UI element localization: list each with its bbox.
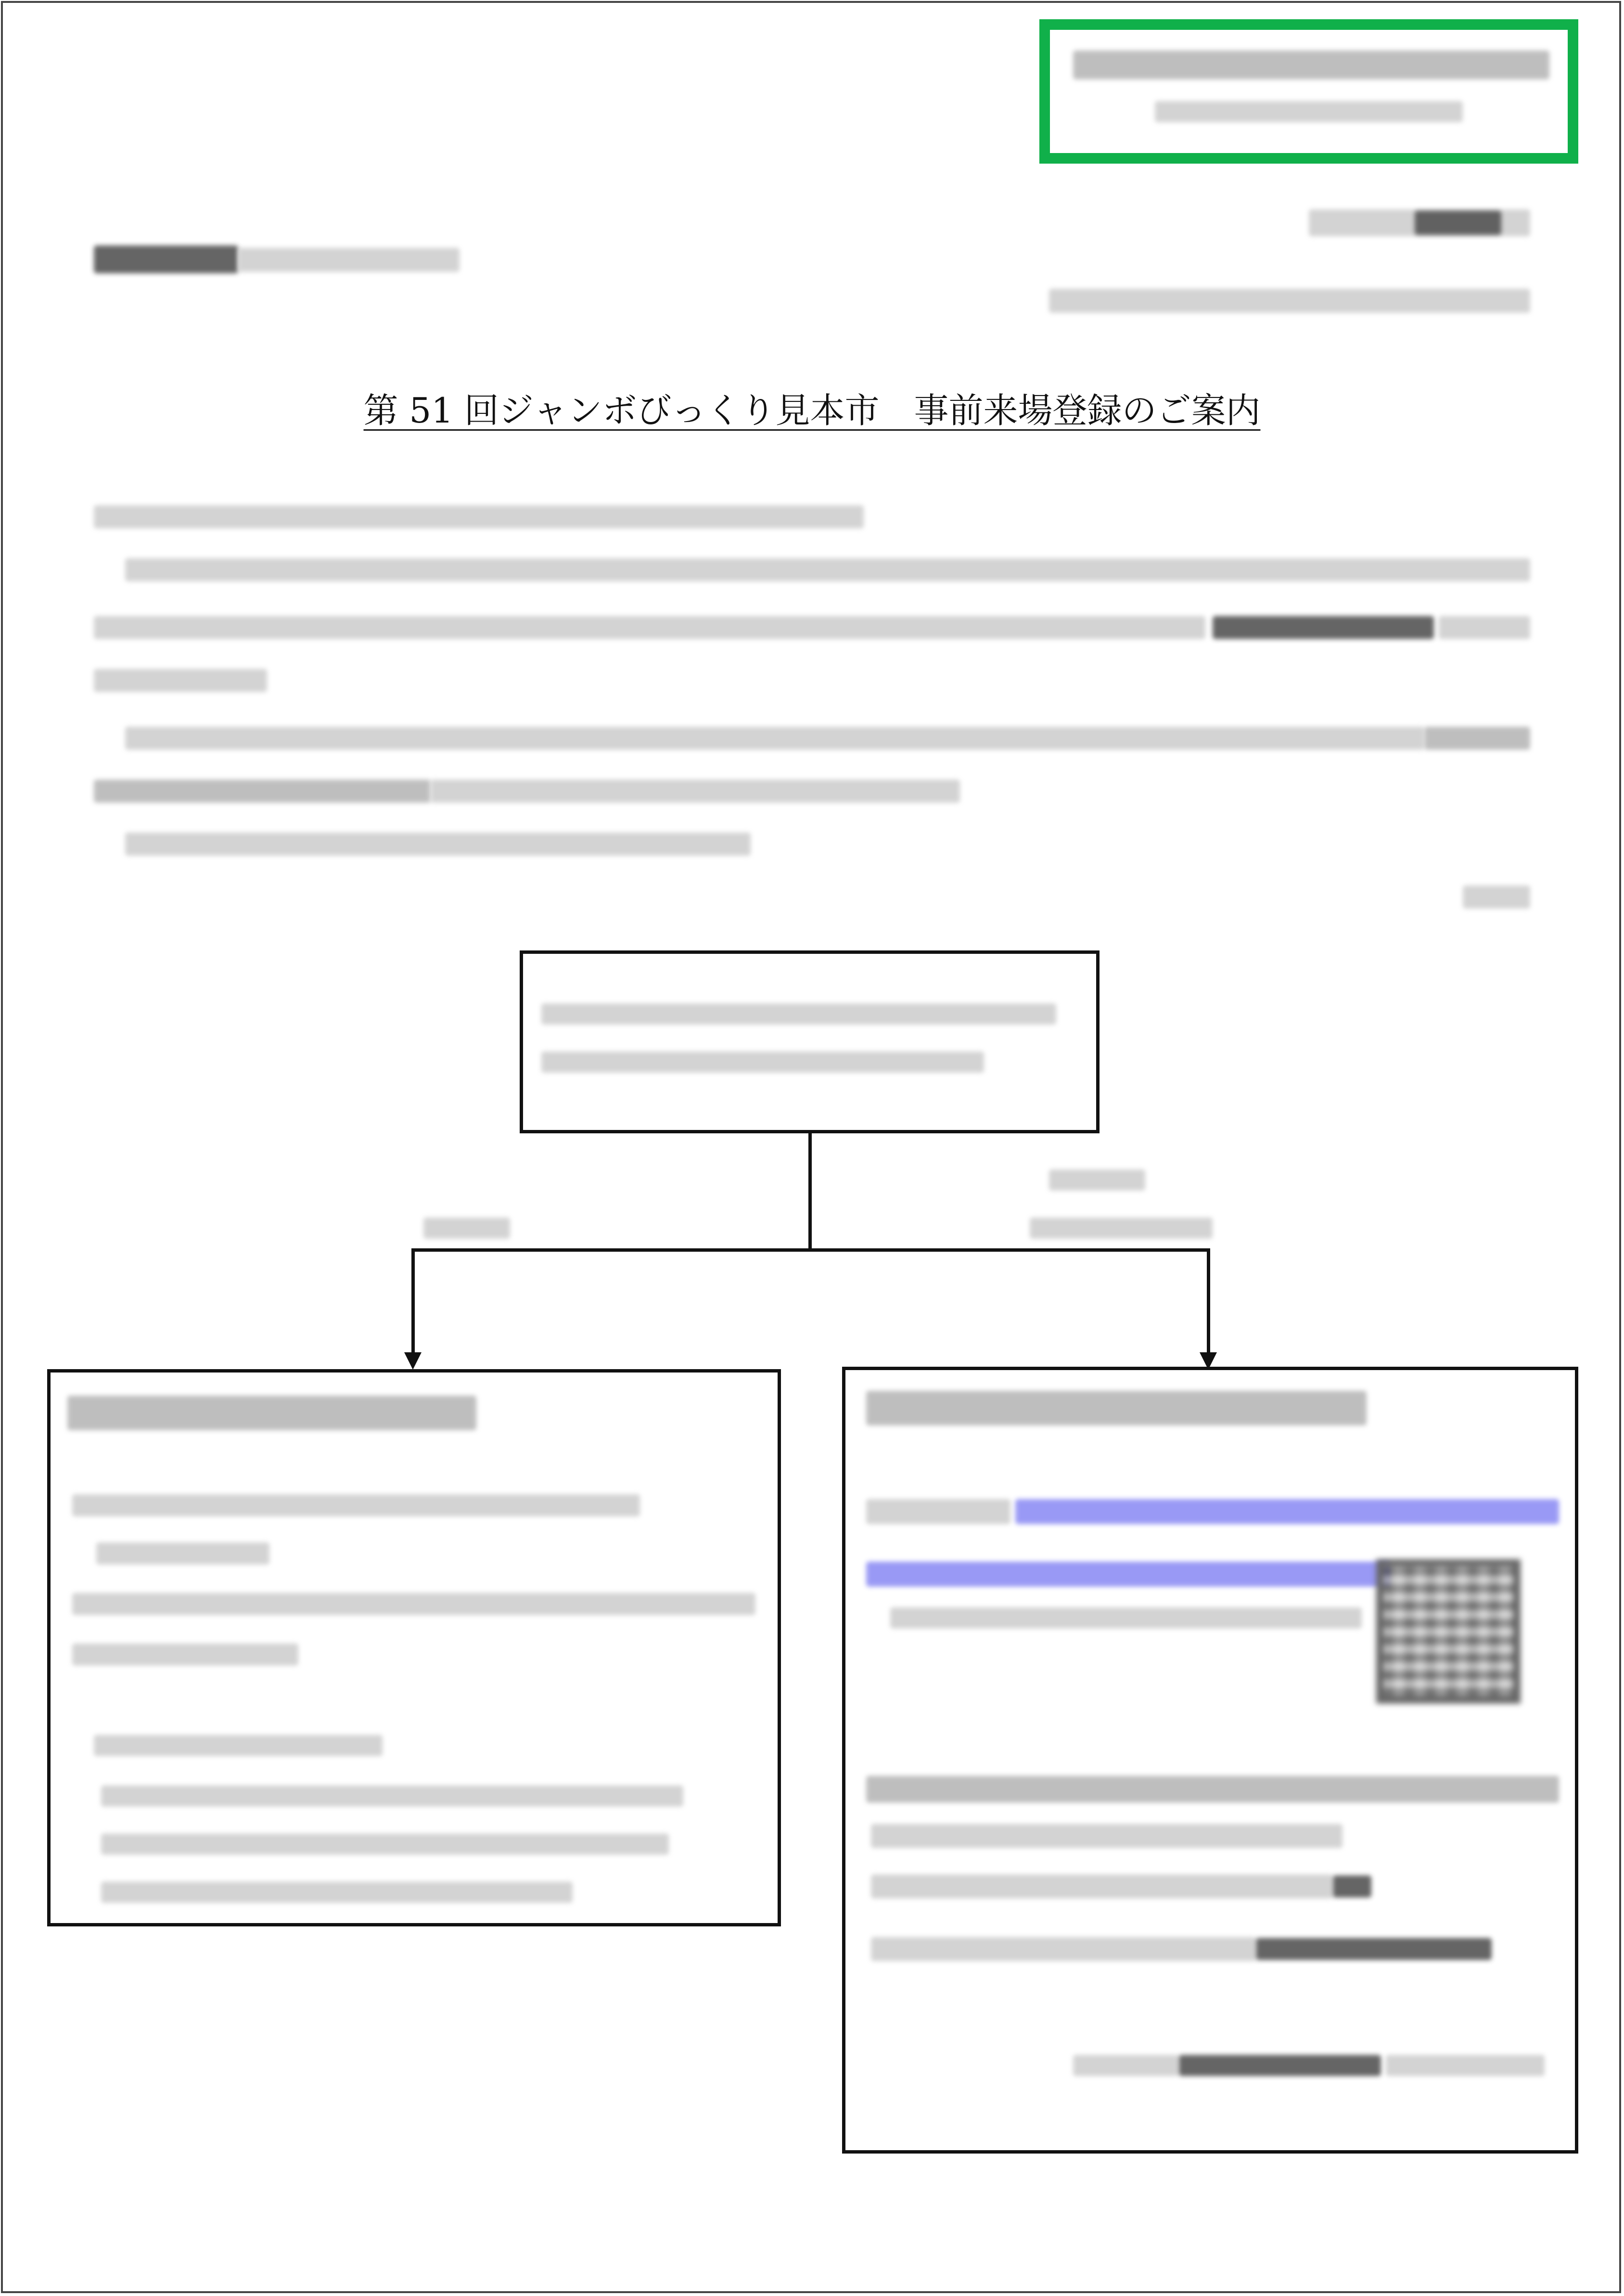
left-arrow-head [404, 1352, 422, 1370]
flowchart-branch [411, 1248, 1210, 1252]
stamp-heading-text [1073, 51, 1549, 79]
body-line-1 [94, 505, 864, 528]
flowchart-stem [808, 1133, 812, 1251]
right-box-contact-3 [1386, 2055, 1545, 2076]
left-box-line-3 [72, 1593, 755, 1615]
left-box-note-2 [101, 1785, 683, 1807]
left-box-heading [67, 1396, 476, 1430]
body-line-3-tail [1439, 616, 1530, 639]
left-branch-drop [411, 1248, 415, 1354]
right-box-line-1 [866, 1776, 1559, 1803]
left-box-note-3 [101, 1834, 669, 1855]
body-line-2 [125, 558, 1530, 581]
right-box-line-3-value [1333, 1875, 1371, 1898]
right-branch-drop [1207, 1248, 1210, 1354]
closing-word [1463, 885, 1530, 909]
flowchart-question-box [520, 950, 1100, 1133]
registration-link-line-2[interactable] [866, 1562, 1391, 1587]
addressee-name [94, 245, 238, 273]
left-box-line-2 [96, 1542, 269, 1565]
right-box-line-2 [871, 1824, 1343, 1848]
right-box-contact-2 [1179, 2055, 1381, 2076]
question-line-2 [541, 1052, 984, 1073]
right-branch-label-top [1049, 1169, 1145, 1191]
left-box-line-4 [72, 1643, 298, 1666]
left-box-note-4 [101, 1882, 573, 1903]
body-line-6-emphasis [94, 780, 431, 803]
right-branch-label [1030, 1218, 1213, 1239]
right-box-line-4 [871, 1937, 1256, 1961]
sender-line [1049, 289, 1530, 313]
document-title: 第 51 回ジャンボびっくり見本市 事前来場登録のご案内 [363, 390, 1261, 431]
question-line-1 [541, 1003, 1056, 1025]
issue-date-redacted [1415, 211, 1501, 235]
addressee-suffix [238, 248, 460, 272]
body-line-5 [125, 727, 1424, 750]
body-line-6 [431, 780, 960, 803]
right-answer-box [842, 1367, 1578, 2154]
right-box-url-label [866, 1499, 1010, 1524]
body-line-7 [125, 833, 751, 856]
right-box-line-4-value [1256, 1938, 1492, 1960]
body-line-5-emphasis [1424, 727, 1530, 750]
right-box-caption [890, 1607, 1362, 1629]
confidential-stamp [1039, 19, 1578, 164]
left-box-note-1 [94, 1735, 383, 1756]
right-box-heading [866, 1391, 1367, 1425]
body-line-4 [94, 669, 267, 692]
left-box-line-1 [72, 1494, 640, 1516]
body-line-3 [94, 616, 1205, 639]
body-line-3-emphasis [1213, 616, 1434, 639]
right-box-line-3 [871, 1874, 1333, 1898]
stamp-subtext [1155, 101, 1463, 122]
left-branch-label [423, 1218, 510, 1239]
registration-link-line-1[interactable] [1015, 1499, 1559, 1524]
right-box-contact-1 [1073, 2055, 1179, 2076]
qr-code[interactable] [1376, 1559, 1521, 1704]
